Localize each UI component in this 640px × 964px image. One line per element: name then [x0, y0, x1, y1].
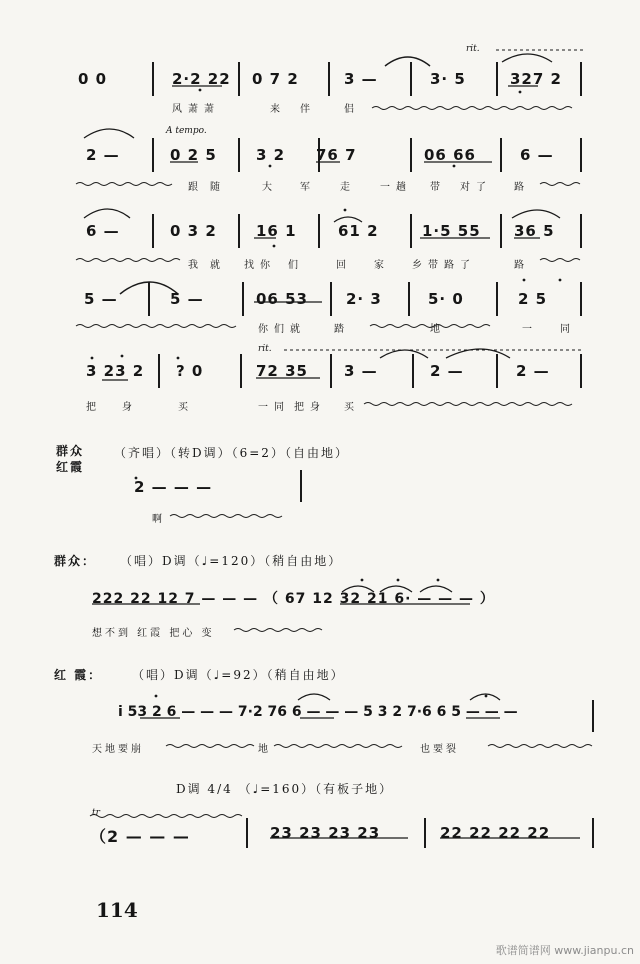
barline	[580, 62, 582, 96]
measure: 2 —	[516, 362, 550, 380]
notes: 2 — — —	[134, 478, 213, 496]
measure: 76 7	[316, 146, 357, 164]
lyric: 我	[188, 260, 204, 271]
speaker: 红 霞：	[54, 668, 103, 682]
measure: 0 7 2	[252, 70, 299, 88]
measure: 3· 5	[430, 70, 466, 88]
measure: 2 5	[518, 290, 548, 308]
barline	[408, 282, 410, 316]
measure: 0 0	[78, 70, 108, 88]
lyric: 伴	[300, 104, 316, 115]
barline	[330, 282, 332, 316]
barline	[152, 62, 154, 96]
barline	[580, 214, 582, 248]
barline	[410, 214, 412, 248]
lyric: 跟	[188, 182, 204, 193]
lyric: 走	[340, 182, 356, 193]
barline	[318, 214, 320, 248]
measure: 3 23 2	[86, 362, 145, 380]
lyric: 随	[210, 182, 226, 193]
notes: （2 — — —	[90, 827, 190, 846]
barline	[592, 700, 594, 732]
measure: 06 66	[424, 146, 476, 164]
lyric: 把	[86, 402, 102, 413]
barline	[580, 282, 582, 316]
lyric: 路	[514, 260, 530, 271]
lyric: 大	[262, 182, 278, 193]
barline	[580, 354, 582, 388]
measure: 2 —	[86, 146, 120, 164]
lyric: 乡带路了	[412, 260, 476, 271]
lyric: 来	[270, 104, 286, 115]
measure: 2·2 22	[172, 70, 231, 88]
barline	[412, 354, 414, 388]
barline	[148, 282, 150, 316]
barline	[240, 354, 242, 388]
barline	[330, 354, 332, 388]
notes: 222 22 12 7 — — — （ 67 12 32 21 6· — — — ）	[92, 591, 495, 607]
lyric: 一趟	[380, 182, 412, 193]
lyric: 想不到 红霞 把心 变	[92, 628, 215, 639]
lyric: 买	[344, 402, 360, 413]
barline	[500, 138, 502, 172]
lyric: 回	[336, 260, 352, 271]
barline	[410, 138, 412, 172]
measure: 5· 0	[428, 290, 464, 308]
lyric: 也要裂	[420, 744, 459, 755]
measure: 2 —	[430, 362, 464, 380]
measure: 1·5 55	[422, 222, 481, 240]
measure: 3 —	[344, 362, 378, 380]
barline	[424, 818, 426, 848]
measure: 36 5	[514, 222, 555, 240]
lyric: 军	[300, 182, 316, 193]
lyric: 就	[210, 260, 226, 271]
barline	[300, 470, 302, 502]
notes: 22 22 22 22	[440, 824, 551, 842]
page-number: 114	[96, 898, 138, 922]
barline	[238, 138, 240, 172]
lyric: 一同	[258, 402, 290, 413]
barline	[238, 62, 240, 96]
lyric: 你们就	[258, 324, 306, 335]
barline	[238, 214, 240, 248]
measure: 16 1	[256, 222, 297, 240]
lyric: 踏	[334, 324, 350, 335]
watermark: 歌谱简谱网 www.jianpu.cn	[495, 944, 634, 957]
barline	[500, 214, 502, 248]
lyric: 风萧萧	[172, 104, 220, 115]
rit-marker: rit.	[466, 44, 480, 54]
measure: 0 2 5	[170, 146, 217, 164]
measure: 72 35	[256, 362, 308, 380]
lyric: 家	[374, 260, 390, 271]
measure: 2· 3	[346, 290, 382, 308]
lyric: 把身	[294, 402, 326, 413]
barline	[158, 354, 160, 388]
measure: 5 —	[84, 290, 118, 308]
lyric: 地	[258, 744, 274, 755]
speaker: 群众	[56, 444, 85, 458]
barline	[242, 282, 244, 316]
measure: 327 2	[510, 70, 562, 88]
speaker: 群众：	[54, 554, 97, 568]
barline	[592, 818, 594, 848]
direction: （唱）D调（♩=120）（稍自由地）	[120, 554, 343, 568]
lyric: 啊	[152, 514, 168, 525]
barline	[496, 62, 498, 96]
measure: 0 3 2	[170, 222, 217, 240]
lyric: 们	[288, 260, 304, 271]
lyric: 同	[560, 324, 576, 335]
notes: 23 23 23 23	[270, 824, 381, 842]
barline	[152, 214, 154, 248]
barline	[496, 354, 498, 388]
speaker: 红霞	[56, 460, 85, 474]
tremolo-marker: tr	[92, 808, 100, 818]
lyric: 侣	[344, 104, 360, 115]
direction: （唱）D调（♩=92）（稍自由地）	[132, 668, 345, 682]
rit-marker: rit.	[258, 344, 272, 354]
measure: 6 —	[86, 222, 120, 240]
measure: 3 2	[256, 146, 286, 164]
measure: 06 53	[256, 290, 308, 308]
direction: （齐唱）（转D调）（6=2）（自由地）	[114, 446, 349, 460]
measure: 61 2	[338, 222, 379, 240]
lyric: 找你	[244, 260, 276, 271]
barline	[580, 138, 582, 172]
lyric: 买	[178, 402, 194, 413]
lyric: 天地要崩	[92, 744, 144, 755]
measure: 6 —	[520, 146, 554, 164]
notes: i 53 2 6 — — — 7·2 76 6 — — — 5 3 2 7·6 6 5 — — —	[118, 704, 518, 720]
barline	[496, 282, 498, 316]
measure: 5 —	[170, 290, 204, 308]
lyric: 带	[430, 182, 446, 193]
a-tempo-marker: A tempo.	[166, 126, 207, 136]
measure: ? 0	[176, 362, 204, 380]
barline	[410, 62, 412, 96]
lyric: 一	[522, 324, 538, 335]
lyric: 地	[430, 324, 446, 335]
measure: 3 —	[344, 70, 378, 88]
direction: D调 4/4 （♩=160）（有板子地）	[176, 782, 394, 796]
barline	[152, 138, 154, 172]
barline	[246, 818, 248, 848]
barline	[328, 62, 330, 96]
lyric: 对了	[460, 182, 492, 193]
lyric: 身	[122, 402, 138, 413]
lyric: 路	[514, 182, 530, 193]
